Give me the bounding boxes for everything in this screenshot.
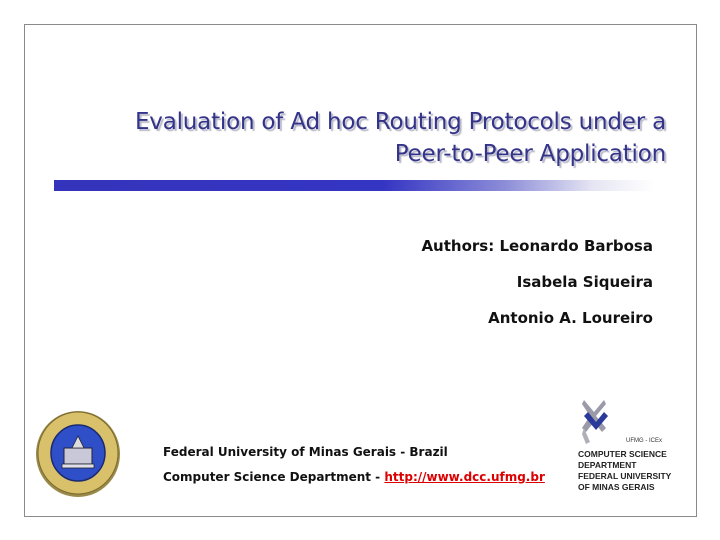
- dcc-logo-small-text: UFMG - ICEx: [626, 438, 662, 444]
- dcc-emblem-icon: [580, 398, 610, 446]
- department-label: Computer Science Department -: [163, 470, 385, 484]
- dcc-logo-line-2: DEPARTMENT: [578, 460, 637, 470]
- dcc-logo-line-1: COMPUTER SCIENCE: [578, 449, 667, 459]
- ufmg-seal-logo: [34, 408, 122, 498]
- dcc-logo-line-4: OF MINAS GERAIS: [578, 482, 655, 492]
- slide-title: [135, 106, 666, 170]
- dcc-logo-line-3: FEDERAL UNIVERSITY: [578, 471, 672, 481]
- author-3: Antonio A. Loureiro: [488, 309, 653, 327]
- department-url-link[interactable]: http://www.dcc.ufmg.br: [384, 470, 545, 484]
- department-line: [163, 465, 545, 490]
- author-1: Authors: Leonardo Barbosa: [421, 237, 653, 255]
- author-2: Isabela Siqueira: [516, 273, 653, 291]
- title-line-2: Peer-to-Peer Application: [394, 141, 666, 167]
- university-name: Federal University of Minas Gerais - Brazil: [163, 445, 448, 459]
- title-underline-bar: [54, 180, 654, 191]
- title-line-1: Evaluation of Ad hoc Routing Protocols under a: [134, 109, 666, 135]
- authors-block: [421, 228, 653, 336]
- institution-block: [163, 440, 545, 490]
